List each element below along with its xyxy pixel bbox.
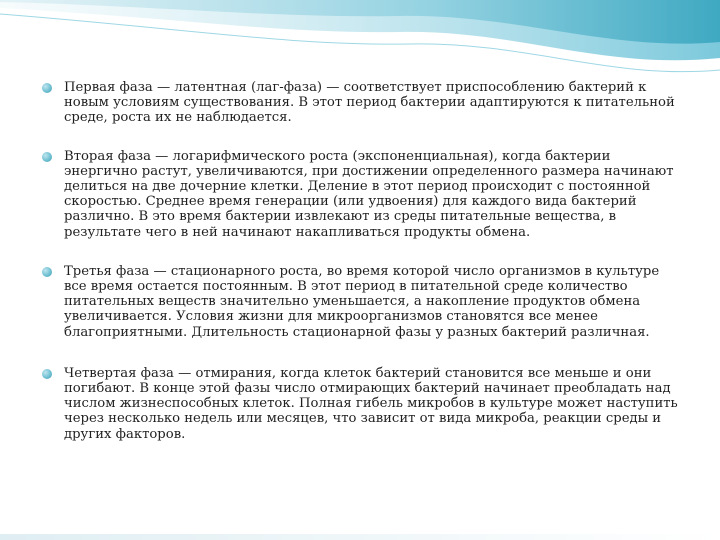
list-item-phase-4 bbox=[42, 366, 682, 442]
round-bullet-icon bbox=[42, 152, 52, 162]
list-item-text: Третья фаза — стационарного роста, во время которой число организмов в культуре все время остается постоянным. В этот период в питательной среде количество питательных веществ значительно уменьшается, а накопление продуктов обмена увеличивается. Условия жизни для микроорганизмов становятся все менее благоприятными. Длительность стационарной фазы у разных бактерий различная. bbox=[64, 263, 660, 340]
round-bullet-icon bbox=[42, 83, 52, 93]
list-item-text: Первая фаза — латентная (лаг-фаза) — соответствует приспособлению бактерий к новым условиям существования. В этот период бактерии адаптируются к питательной среде, роста их не наблюдается. bbox=[64, 80, 675, 126]
round-bullet-icon bbox=[42, 267, 52, 277]
round-bullet-icon bbox=[42, 369, 52, 379]
list-item-text: Вторая фаза — логарифмического роста (экспоненциальная), когда бактерии энергично растут, увеличиваются, при достижении определенного размера начинают делиться на две дочерние клетки. Деление в этот период происходит с постоянной скоростью. Среднее время генерации (или удвоения) для каждого вида бактерий различно. В это время бактерии извлекают из среды питательные вещества, в результате чего в ней начинают накапливаться продукты обмена. bbox=[64, 148, 674, 240]
list-item-phase-1 bbox=[42, 80, 682, 126]
list-item-text: Четвертая фаза — отмирания, когда клеток бактерий становится все меньше и они погибают. В конце этой фазы число отмирающих бактерий начинает преобладать над числом жизнеспособных клеток. Полная гибель микробов в культуре может наступить через несколько недель или месяцев, что зависит от вида микроба, реакции среды и других факторов. bbox=[64, 365, 678, 442]
header-wave-decoration bbox=[0, 0, 720, 80]
bullet-list bbox=[42, 80, 682, 465]
footer-band bbox=[0, 534, 720, 540]
list-item-phase-3 bbox=[42, 264, 682, 340]
list-item-phase-2 bbox=[42, 149, 682, 240]
